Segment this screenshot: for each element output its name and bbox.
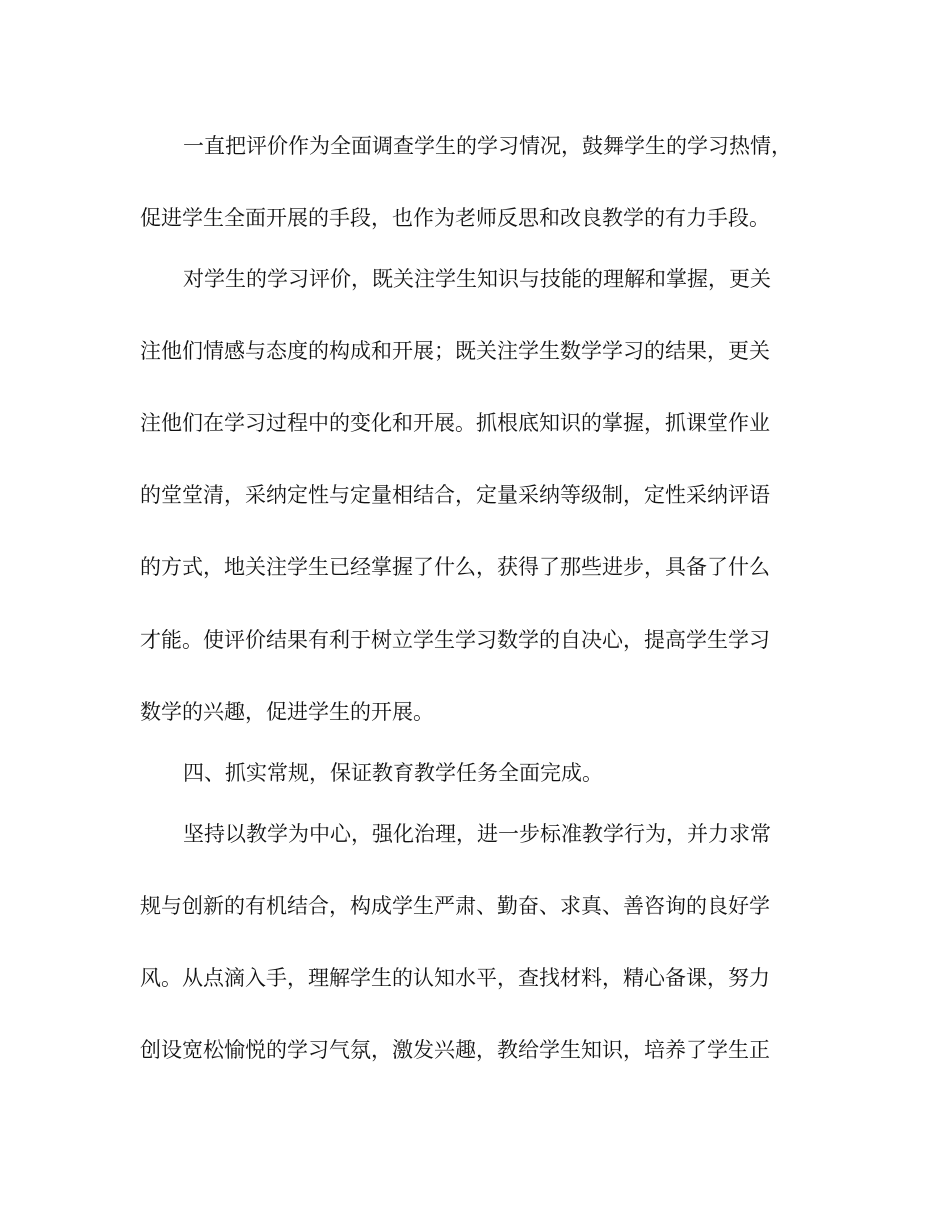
paragraph-line: 数学的兴趣，促进学生的开展。: [140, 700, 434, 724]
paragraph-line: 创设宽松愉悦的学习气氛，激发兴趣，教给学生知识，培养了学生正: [140, 1038, 770, 1062]
paragraph-line: 促进学生全面开展的手段，也作为老师反思和改良教学的有力手段。: [140, 206, 770, 230]
paragraph-line: 的方式，地关注学生已经掌握了什么，获得了那些进步，具备了什么: [140, 555, 770, 579]
paragraph-line: 对学生的学习评价，既关注学生知识与技能的理解和掌握，更关: [183, 267, 771, 291]
paragraph-line: 风。从点滴入手，理解学生的认知水平，查找材料，精心备课，努力: [140, 966, 770, 990]
paragraph-line: 规与创新的有机结合，构成学生严肃、勤奋、求真、善咨询的良好学: [140, 894, 770, 918]
paragraph-line: 注他们情感与态度的构成和开展；既关注学生数学学习的结果，更关: [140, 339, 770, 363]
paragraph-line: 注他们在学习过程中的变化和开展。抓根底知识的掌握，抓课堂作业: [140, 411, 770, 435]
paragraph-line: 才能。使评价结果有利于树立学生学习数学的自决心，提高学生学习: [140, 628, 770, 652]
paragraph-line: 一直把评价作为全面调查学生的学习情况，鼓舞学生的学习热情，: [183, 134, 792, 158]
section-heading: 四、抓实常规，保证教育教学任务全面完成。: [183, 761, 603, 785]
paragraph-line: 坚持以教学为中心，强化治理，进一步标准教学行为，并力求常: [183, 822, 771, 846]
paragraph-line: 的堂堂清，采纳定性与定量相结合，定量采纳等级制，定性采纳评语: [140, 483, 770, 507]
